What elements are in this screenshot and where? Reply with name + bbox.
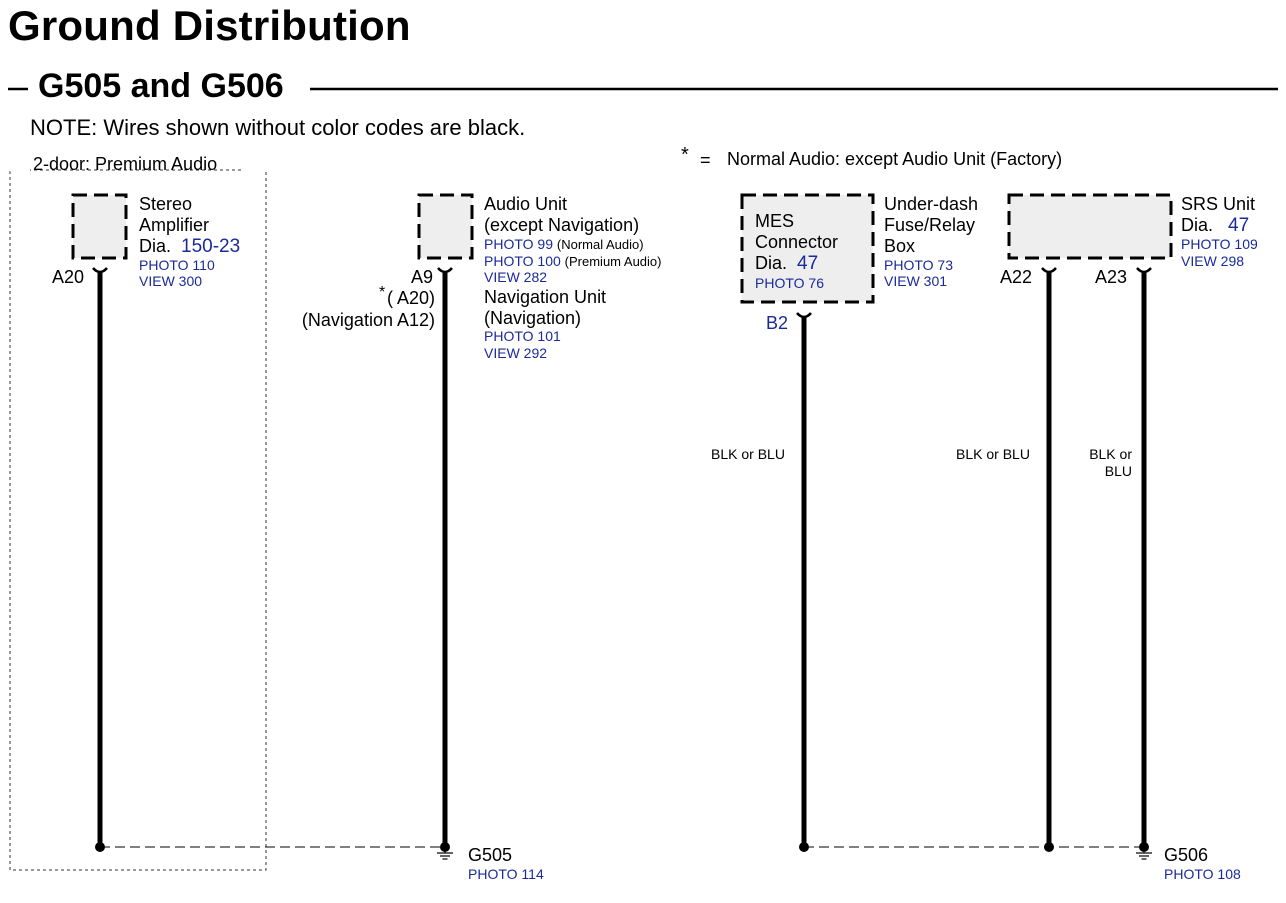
srs-unit-name: SRS Unit Dia. 47	[1181, 194, 1256, 236]
amplifier-box	[73, 195, 126, 258]
mes-dia-link[interactable]: 47	[797, 253, 819, 274]
amplifier-photo-link[interactable]: PHOTO 110	[139, 257, 215, 273]
legend-equals: =	[700, 150, 711, 170]
pin-symbol-a22	[1042, 268, 1056, 272]
ground-icon-g506	[1136, 851, 1152, 859]
fuse-box-name: Under-dash Fuse/Relay Box	[884, 194, 979, 256]
audio-unit-photo2: PHOTO 100 (Premium Audio)	[484, 253, 662, 269]
srs-photo-link[interactable]: PHOTO 109	[1181, 236, 1258, 252]
section-title: G505 and G506	[38, 67, 284, 105]
splice-dot-a9	[440, 842, 450, 852]
pin-symbol-b2	[797, 313, 811, 317]
splice-dot-a22	[1044, 842, 1054, 852]
alt-pin-a20-label: ( A20)	[386, 288, 435, 308]
premium-audio-label: 2-door: Premium Audio	[33, 154, 218, 174]
audio-unit-photo2-link[interactable]: PHOTO 100	[484, 253, 561, 269]
pin-symbol-a9	[438, 268, 452, 272]
srs-dia-link[interactable]: 47	[1228, 215, 1250, 236]
audio-unit-box	[419, 195, 472, 258]
ground-icon-g505	[437, 851, 453, 859]
alt-pin-asterisk: *	[379, 284, 386, 301]
amplifier-dia-link[interactable]: 150-23	[181, 236, 241, 257]
pin-a20-label: A20	[52, 267, 85, 287]
srs-view-link[interactable]: VIEW 298	[1181, 253, 1245, 269]
pin-symbol-a20	[93, 268, 107, 272]
legend-text: Normal Audio: except Audio Unit (Factory)	[727, 149, 1063, 169]
audio-unit-view-link[interactable]: VIEW 282	[484, 269, 548, 285]
audio-unit-photo1-link[interactable]: PHOTO 99	[484, 236, 553, 252]
mes-connector-name: MES Connector Dia. 47	[755, 211, 839, 274]
pin-a9-label: A9	[411, 267, 434, 287]
pin-b2-label: B2	[766, 313, 789, 333]
amplifier-name: Stereo Amplifier Dia. 150-23	[139, 194, 241, 257]
ground-g506-photo-link[interactable]: PHOTO 108	[1164, 866, 1241, 882]
pin-a23-label: A23	[1095, 267, 1128, 287]
srs-unit-box	[1009, 195, 1171, 258]
navigation-photo-link[interactable]: PHOTO 101	[484, 328, 561, 344]
page-title: Ground Distribution	[8, 2, 411, 49]
mes-photo-link[interactable]: PHOTO 76	[755, 275, 824, 291]
splice-dot-b2	[799, 842, 809, 852]
fuse-box-photo-link[interactable]: PHOTO 73	[884, 257, 953, 273]
wire-a23-color: BLK or BLU	[1089, 446, 1132, 479]
color-note: NOTE: Wires shown without color codes are black.	[30, 115, 526, 140]
navigation-view-link[interactable]: VIEW 292	[484, 345, 548, 361]
splice-dot-a23	[1139, 842, 1149, 852]
splice-dot-a20	[95, 842, 105, 852]
wire-b2-color: BLK or BLU	[711, 446, 785, 462]
pin-a22-label: A22	[1000, 267, 1033, 287]
legend-asterisk: *	[681, 144, 689, 166]
ground-g505-photo-link[interactable]: PHOTO 114	[468, 866, 544, 882]
audio-unit-photo1: PHOTO 99 (Normal Audio)	[484, 236, 644, 252]
wire-a22-color: BLK or BLU	[956, 446, 1030, 462]
premium-audio-region	[10, 170, 266, 870]
pin-symbol-a23	[1137, 268, 1151, 272]
amplifier-view-link[interactable]: VIEW 300	[139, 273, 203, 289]
alt-pin-a12-label: (Navigation A12)	[301, 310, 435, 330]
audio-unit-name: Audio Unit (except Navigation)	[484, 194, 640, 235]
fuse-box-view-link[interactable]: VIEW 301	[884, 273, 948, 289]
ground-g505-label: G505	[468, 845, 513, 865]
navigation-unit-name: Navigation Unit (Navigation)	[484, 287, 607, 328]
ground-g506-label: G506	[1164, 845, 1209, 865]
